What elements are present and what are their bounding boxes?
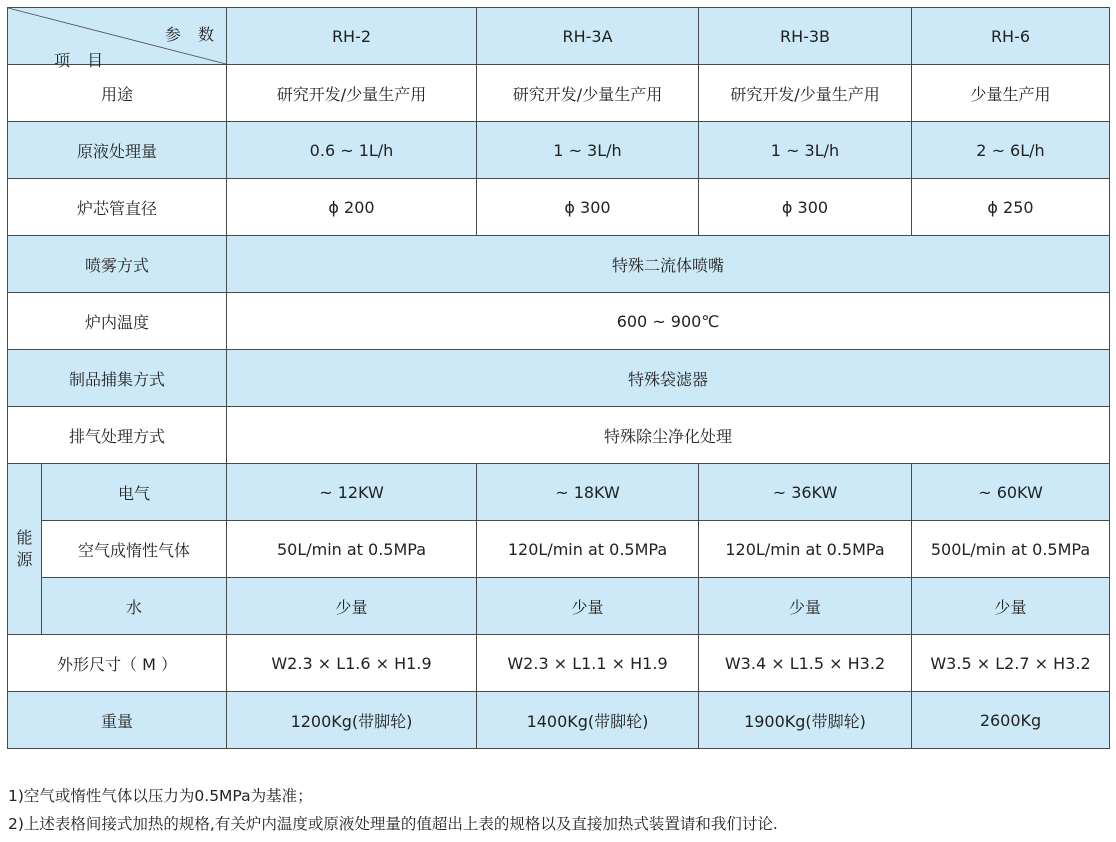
table-cell: 0.6 ~ 1L/h	[227, 122, 477, 179]
table-cell: ~ 36KW	[699, 464, 912, 521]
spec-table	[7, 7, 1110, 749]
row-label: 排气处理方式	[8, 407, 227, 464]
water-row	[8, 578, 1110, 635]
row-label: 用途	[8, 65, 227, 122]
merged-cell: 特殊袋滤器	[227, 350, 1110, 407]
table-cell: 1400Kg(带脚轮)	[477, 692, 699, 749]
table-cell: 少量	[477, 578, 699, 635]
table-cell: 研究开发/少量生产用	[227, 65, 477, 122]
footnote: 2)上述表格间接式加热的规格,有关炉内温度或原液处理量的值超出上表的规格以及直接加热式装置请和我们讨论.	[8, 815, 778, 833]
usage-row	[8, 65, 1110, 122]
row-label: 炉内温度	[8, 293, 227, 350]
row-label: 外形尺寸（ M ）	[8, 635, 227, 692]
merged-cell: 特殊除尘净化处理	[227, 407, 1110, 464]
table-cell: ~ 12KW	[227, 464, 477, 521]
table-cell: 1 ~ 3L/h	[699, 122, 912, 179]
table-cell: ϕ 200	[227, 179, 477, 236]
table-cell: 研究开发/少量生产用	[699, 65, 912, 122]
row-label: 重量	[8, 692, 227, 749]
table-cell: 2 ~ 6L/h	[912, 122, 1110, 179]
dimensions-row	[8, 635, 1110, 692]
table-cell: 1 ~ 3L/h	[477, 122, 699, 179]
model-header: RH-2	[227, 8, 477, 65]
table-cell: 少量	[699, 578, 912, 635]
model-header: RH-3B	[699, 8, 912, 65]
table-cell: ϕ 300	[699, 179, 912, 236]
exhaust-row	[8, 407, 1110, 464]
diameter-row	[8, 179, 1110, 236]
weight-row	[8, 692, 1110, 749]
diagonal-header-cell	[8, 8, 227, 70]
table-cell: 1900Kg(带脚轮)	[699, 692, 912, 749]
temperature-row	[8, 293, 1110, 350]
table-cell: 120L/min at 0.5MPa	[699, 521, 912, 578]
merged-cell: 特殊二流体喷嘴	[227, 236, 1110, 293]
collection-row	[8, 350, 1110, 407]
spray-row	[8, 236, 1110, 293]
table-cell: 研究开发/少量生产用	[477, 65, 699, 122]
footnotes	[8, 782, 778, 838]
table-cell: W2.3 × L1.6 × H1.9	[227, 635, 477, 692]
table-cell: W2.3 × L1.1 × H1.9	[477, 635, 699, 692]
table-cell: 50L/min at 0.5MPa	[227, 521, 477, 578]
gas-row	[8, 521, 1110, 578]
energy-group-label	[8, 464, 42, 635]
energy-label-char: 能	[16, 528, 33, 547]
row-label: 制品捕集方式	[8, 350, 227, 407]
table-cell: 1200Kg(带脚轮)	[227, 692, 477, 749]
table-cell: W3.4 × L1.5 × H3.2	[699, 635, 912, 692]
footnote: 1)空气或惰性气体以压力为0.5MPa为基准；	[8, 787, 313, 805]
table-cell: ~ 18KW	[477, 464, 699, 521]
row-label: 喷雾方式	[8, 236, 227, 293]
table-cell: 120L/min at 0.5MPa	[477, 521, 699, 578]
param-label: 参 数	[164, 25, 220, 44]
table-cell: 少量生产用	[912, 65, 1110, 122]
energy-label-char: 源	[16, 550, 33, 569]
table-cell: ϕ 300	[477, 179, 699, 236]
item-label: 项 目	[54, 51, 110, 70]
table-cell: 2600Kg	[912, 692, 1110, 749]
row-label: 水	[42, 578, 227, 635]
table-cell: ~ 60KW	[912, 464, 1110, 521]
table-cell: 少量	[227, 578, 477, 635]
row-label: 原液处理量	[8, 122, 227, 179]
row-label: 炉芯管直径	[8, 179, 227, 236]
table-cell: ϕ 250	[912, 179, 1110, 236]
electric-row	[8, 464, 1110, 521]
header-row	[8, 8, 1110, 65]
table-cell: W3.5 × L2.7 × H3.2	[912, 635, 1110, 692]
model-header: RH-3A	[477, 8, 699, 65]
row-label: 空气成惰性气体	[42, 521, 227, 578]
model-header: RH-6	[912, 8, 1110, 65]
capacity-row	[8, 122, 1110, 179]
merged-cell: 600 ~ 900℃	[227, 293, 1110, 350]
table-cell: 少量	[912, 578, 1110, 635]
row-label: 电气	[42, 464, 227, 521]
table-cell: 500L/min at 0.5MPa	[912, 521, 1110, 578]
